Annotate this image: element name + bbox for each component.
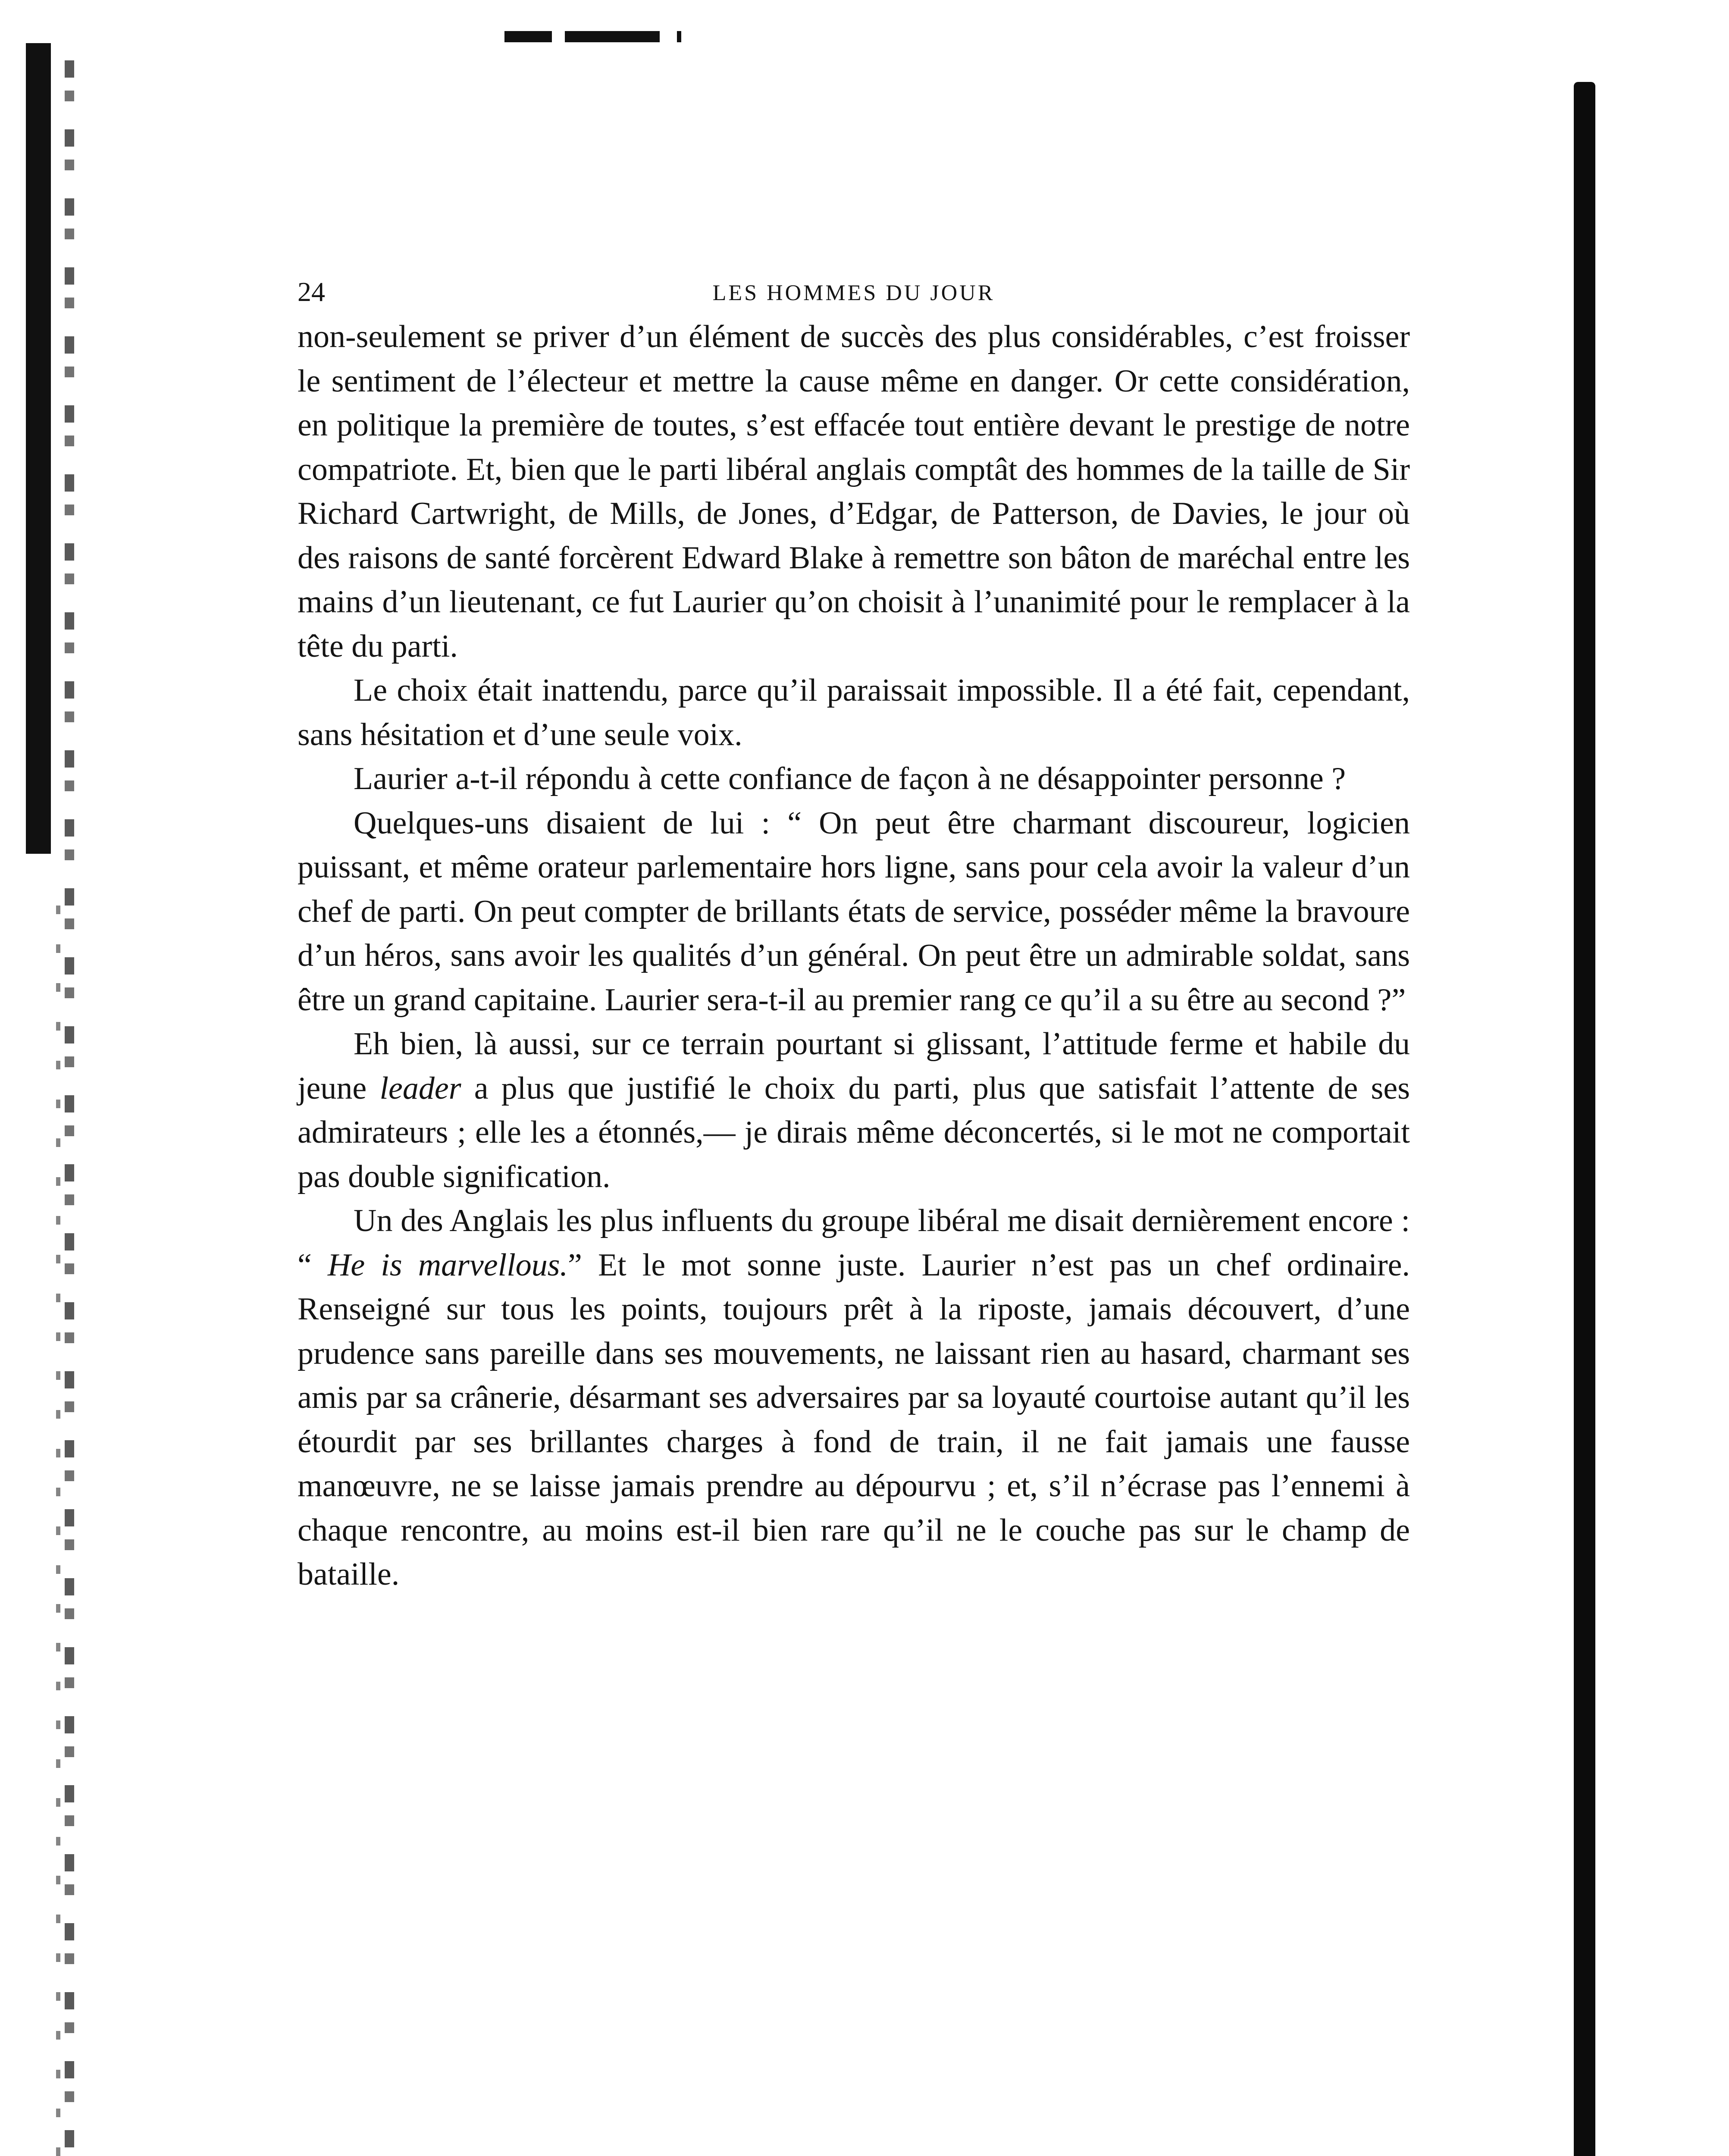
paragraph-1 (298, 315, 1410, 668)
running-title: LES HOMMES DU JOUR (712, 281, 995, 305)
paragraph-5-italic: leader (379, 1070, 461, 1106)
paragraph-2 (298, 668, 1410, 757)
paragraph-3 (298, 757, 1410, 801)
scan-edge-right (1574, 82, 1595, 2156)
running-head (298, 267, 1410, 315)
paragraph-5-text-before: Eh bien, là aussi, sur ce terrain pourtant si glissant, l’attitude ferme et habile du jeune (298, 1026, 1410, 1106)
scan-edge-left-speckle (65, 60, 74, 2156)
scan-edge-top (504, 31, 686, 42)
scan-edge-left (26, 43, 51, 854)
scan-edge-left-speckle-2 (56, 906, 60, 2156)
paragraph-5-text-after: a plus que justifié le choix du parti, plus que satisfait l’attente de ses admirateurs ; elle les a étonnés,— je dirais même déconcertés, si le mot ne comportait pas double signification. (298, 1070, 1410, 1194)
paragraph-4 (298, 801, 1410, 1022)
page-number: 24 (298, 276, 325, 307)
paragraph-6 (298, 1199, 1410, 1597)
paragraph-3-text: Laurier a-t-il répondu à cette confiance de façon à ne désappointer personne ? (354, 761, 1346, 796)
book-page (298, 267, 1410, 1597)
paragraph-2-text: Le choix était inattendu, parce qu’il paraissait impossible. Il a été fait, cependant, sans hésitation et d’une seule voix. (298, 673, 1410, 752)
body-text (298, 315, 1410, 1597)
paragraph-4-text: Quelques-uns disaient de lui : “ On peut être charmant discoureur, logicien puissant, et même orateur parlementaire hors ligne, sans pour cela avoir la valeur d’un chef de parti. On peut compter de brillants états de service, posséder même la bravoure d’un héros, sans avoir les qualités d’un général. On peut être un admirable soldat, sans être un grand capitaine. Laurier sera-t-il au premier rang ce qu’il a su être au second ?” (298, 805, 1410, 1018)
paragraph-6-text-after: ” Et le mot sonne juste. Laurier n’est pas un chef ordinaire. Renseigné sur tous les points, toujours prêt à la riposte, jamais découvert, d’une prudence sans pareille dans ses mouvements, ne laissant rien au hasard, charmant ses amis par sa crânerie, désarmant ses adversaires par sa loyauté courtoise autant qu’il les étourdit par ses brillantes charges à fond de train, il ne fait jamais une fausse manœuvre, ne se laisse jamais prendre au dépourvu ; et, s’il n’écrase pas l’ennemi à chaque rencontre, au moins est-il bien rare qu’il ne le couche pas sur le champ de bataille. (298, 1247, 1410, 1592)
paragraph-6-text-before: Un des Anglais les plus influents du groupe libéral me disait dernièrement encore : “ (298, 1203, 1410, 1283)
paragraph-6-italic: He is marvellous. (327, 1247, 568, 1283)
paragraph-1-text: non-seulement se priver d’un élément de succès des plus considérables, c’est froisser le sentiment de l’électeur et mettre la cause même en danger. Or cette considération, en politique la première de toutes, s’est effacée tout entière devant le prestige de notre compatriote. Et, bien que le parti libéral anglais comptât des hommes de la taille de Sir Richard Cartwright, de Mills, de Jones, d’Edgar, de Patterson, de Davies, le jour où des raisons de santé forcèrent Edward Blake à remettre son bâton de maréchal entre les mains d’un lieutenant, ce fut Laurier qu’on choisit à l’unanimité pour le remplacer à la tête du parti. (298, 319, 1410, 664)
paragraph-5 (298, 1022, 1410, 1199)
